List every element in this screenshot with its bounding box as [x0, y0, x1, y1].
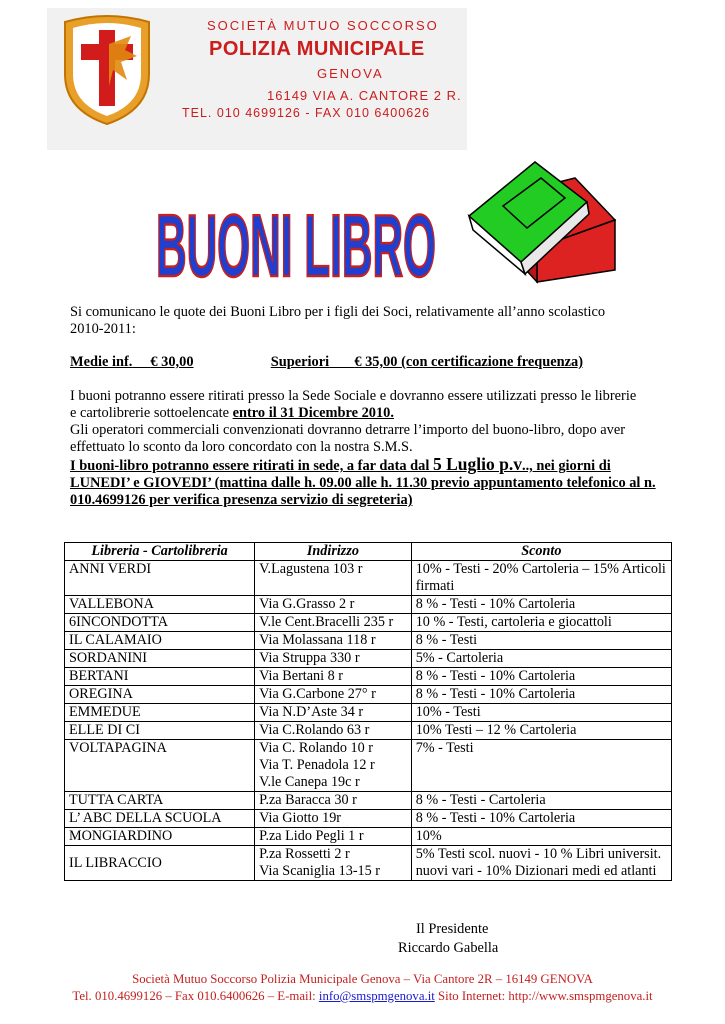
intro-paragraph: Si comunicano le quote dei Buoni Libro per i figli dei Soci, relativamente all’anno scolastico 2010-2011:	[70, 304, 606, 337]
info-paragraph-2: Gli operatori commerciali convenzionati dovranno detrarre l’importo del buono-libro, dopo aver effettuato lo sconto da loro concordato con la nostra S.M.S.	[70, 422, 626, 455]
shop-name: ANNI VERDI	[65, 561, 255, 596]
shop-name: L’ ABC DELLA SCUOLA	[65, 810, 255, 828]
shop-discount: 8 % - Testi - 10% Cartoleria	[411, 686, 671, 704]
shop-discount: 8 % - Testi - Cartoleria	[411, 792, 671, 810]
shop-name: IL CALAMAIO	[65, 632, 255, 650]
quotes-line	[70, 354, 670, 371]
table-row	[65, 810, 672, 828]
info-p3c: .., nei giorni di LUNEDI’ e GIOVEDI’ (mattina dalle h. 09.00 alle h. 11.30 previo appuntamento telefonico al n. 010.4699126 per verifica presenza servizio di segreteria)	[70, 458, 656, 508]
footer-website: Sito Internet: http://www.smspmgenova.it	[434, 989, 653, 1003]
shop-discount: 10% - Testi - 20% Cartoleria – 15% Articoli firmati	[411, 561, 671, 596]
shop-address: Via N.D’Aste 34 r	[255, 704, 412, 722]
shop-address: P.za Baracca 30 r	[255, 792, 412, 810]
signature-name: Riccardo Gabella	[398, 940, 499, 956]
info-paragraph-3	[70, 456, 660, 509]
header-address: Indirizzo	[255, 543, 412, 561]
shop-name: BERTANI	[65, 668, 255, 686]
footer-line-2	[0, 989, 725, 1004]
shop-name: MONGIARDINO	[65, 828, 255, 846]
shop-name: VOLTAPAGINA	[65, 740, 255, 792]
superiori-value: € 35,00 (con certificazione frequenza)	[354, 354, 584, 370]
footer-email-link[interactable]: info@smspmgenova.it	[318, 989, 435, 1003]
table-row	[65, 614, 672, 632]
page-title: BUONI LIBRO	[156, 196, 436, 295]
shop-address: V.le Cent.Bracelli 235 r	[255, 614, 412, 632]
table-header-row	[65, 543, 672, 561]
info-p1a: I buoni potranno essere ritirati presso la Sede Sociale e dovranno essere utilizzati presso le librerie e cartolibrerie sottoelencate	[70, 388, 637, 421]
info-date: 5 Luglio p.v	[432, 454, 522, 474]
superiori-label: Superiori	[270, 354, 330, 370]
signature-role: Il Presidente	[416, 921, 489, 937]
header-discount: Sconto	[411, 543, 671, 561]
table-row	[65, 668, 672, 686]
table-row	[65, 686, 672, 704]
header-line-2: POLIZIA MUNICIPALE	[209, 38, 425, 60]
shop-name: IL LIBRACCIO	[65, 846, 255, 881]
shop-address: Via C.Rolando 63 r	[255, 722, 412, 740]
shop-discount: 10% Testi – 12 % Cartoleria	[411, 722, 671, 740]
medie-value: € 30,00	[150, 354, 194, 370]
shop-discount: 5% Testi scol. nuovi - 10 % Libri universit. nuovi vari - 10% Dizionari medi ed atlanti	[411, 846, 671, 881]
signature-block	[398, 920, 498, 958]
table-row	[65, 632, 672, 650]
shop-name: VALLEBONA	[65, 596, 255, 614]
table-row	[65, 828, 672, 846]
books-icon	[465, 158, 625, 283]
shop-name: EMMEDUE	[65, 704, 255, 722]
shop-discount: 8 % - Testi - 10% Cartoleria	[411, 596, 671, 614]
table-row	[65, 704, 672, 722]
table-row	[65, 740, 672, 792]
table-row	[65, 650, 672, 668]
shop-discount: 8 % - Testi	[411, 632, 671, 650]
bookshops-table	[64, 542, 672, 881]
shop-discount: 10 % - Testi, cartoleria e giocattoli	[411, 614, 671, 632]
shop-address: Via Molassana 118 r	[255, 632, 412, 650]
footer-contacts: Tel. 010.4699126 – Fax 010.6400626 – E-mail:	[72, 989, 319, 1003]
table-row	[65, 561, 672, 596]
table-row	[65, 722, 672, 740]
shop-address: P.za Lido Pegli 1 r	[255, 828, 412, 846]
shop-discount: 8 % - Testi - 10% Cartoleria	[411, 810, 671, 828]
shop-address: Via G.Carbone 27° r	[255, 686, 412, 704]
shop-address: Via G.Grasso 2 r	[255, 596, 412, 614]
shop-address: P.za Rossetti 2 r Via Scaniglia 13-15 r	[255, 846, 412, 881]
info-p3a: I buoni-libro potranno essere ritirati in sede, a far data dal	[70, 458, 433, 474]
table-row	[65, 596, 672, 614]
shop-address: V.Lagustena 103 r	[255, 561, 412, 596]
info-paragraph-1	[70, 388, 640, 422]
shop-address: Via Struppa 330 r	[255, 650, 412, 668]
info-deadline: entro il 31 Dicembre 2010.	[232, 405, 394, 421]
header-line-3: GENOVA	[317, 66, 384, 81]
header-line-5: TEL. 010 4699126 - FAX 010 6400626	[182, 106, 431, 120]
medie-label: Medie inf.	[70, 354, 133, 370]
title-wordart	[150, 190, 450, 295]
shop-name: 6INCONDOTTA	[65, 614, 255, 632]
header-name: Libreria - Cartolibreria	[65, 543, 255, 561]
shop-discount: 7% - Testi	[411, 740, 671, 792]
letterhead	[47, 8, 467, 150]
shop-address: Via C. Rolando 10 r Via T. Penadola 12 r V.le Canepa 19c r	[255, 740, 412, 792]
shop-name: SORDANINI	[65, 650, 255, 668]
header-line-1: SOCIETÀ MUTUO SOCCORSO	[207, 18, 439, 33]
table-row	[65, 792, 672, 810]
shop-discount: 10%	[411, 828, 671, 846]
shop-address: Via Bertani 8 r	[255, 668, 412, 686]
shop-name: TUTTA CARTA	[65, 792, 255, 810]
shop-address: Via Giotto 19r	[255, 810, 412, 828]
footer-line-1: Società Mutuo Soccorso Polizia Municipale Genova – Via Cantore 2R – 16149 GENOVA	[132, 972, 593, 986]
shop-discount: 5% - Cartoleria	[411, 650, 671, 668]
shop-name: OREGINA	[65, 686, 255, 704]
shop-discount: 8 % - Testi - 10% Cartoleria	[411, 668, 671, 686]
header-line-4: 16149 VIA A. CANTORE 2 R.	[267, 88, 462, 103]
shield-logo-icon	[61, 14, 153, 126]
table-row	[65, 846, 672, 881]
shop-discount: 10% - Testi	[411, 704, 671, 722]
shop-name: ELLE DI CI	[65, 722, 255, 740]
